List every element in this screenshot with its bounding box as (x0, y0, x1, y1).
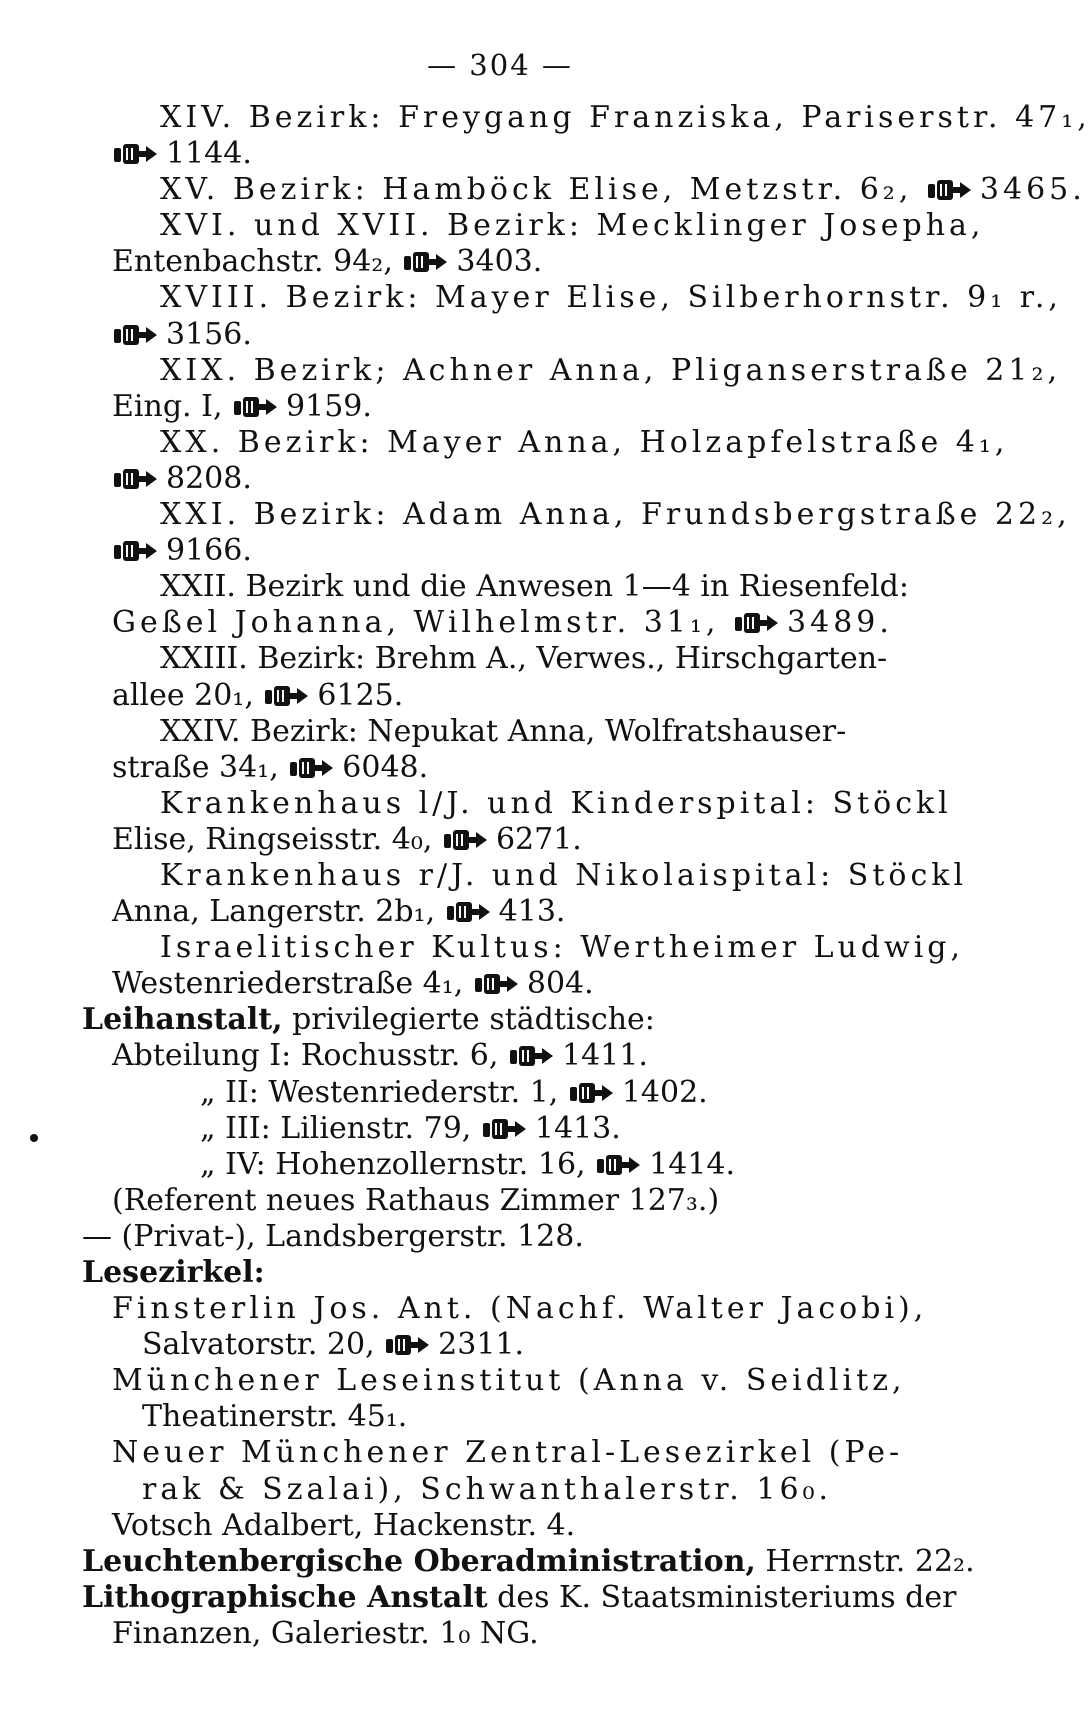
entry-text: allee 20₁, (112, 677, 254, 713)
entry-line: XIV. Bezirk: Freygang Franziska, Pariserstr. 47₁, (160, 100, 1091, 135)
entry-line: XXIII. Bezirk: Brehm A., Verwes., Hirschgarten- (160, 641, 888, 677)
entry-text: Elise, Ringseisstr. 4₀, (112, 821, 433, 857)
heading-bold: Leuchtenbergische Oberadministration, (82, 1543, 756, 1579)
entry-text: des K. Staatsministeriums der (487, 1579, 957, 1615)
phone-number: 3465. (979, 172, 1086, 208)
entry-text: „ IV: Hohenzollernstr. 16, (200, 1146, 586, 1182)
entry-lithographische-anstalt (82, 1579, 957, 1652)
entry-line: Votsch Adalbert, Hackenstr. 4. (112, 1507, 576, 1543)
entry-line (82, 1579, 957, 1616)
entry-line (112, 461, 932, 497)
phone-number: 6048. (342, 749, 429, 785)
entry-xiv (112, 100, 1091, 172)
telephone-icon (384, 1331, 430, 1359)
entry-text: „ III: Lilienstr. 79, (200, 1110, 472, 1146)
entry-line (112, 244, 932, 280)
entry-line (112, 894, 932, 930)
entry-line: XVIII. Bezirk: Mayer Elise, Silberhornstr. 9₁ r., (160, 280, 1062, 316)
entry-line (112, 1075, 932, 1111)
entry-text: Abteilung I: Rochusstr. 6, (112, 1038, 499, 1074)
heading-bold: Lithographische Anstalt (82, 1579, 488, 1615)
entry-line (112, 1038, 932, 1074)
phone-number: 1144. (166, 136, 252, 172)
heading-rest: privilegierte städtische: (282, 1002, 655, 1038)
margin-dot (30, 1134, 38, 1142)
entry-line: Krankenhaus r/J. und Nikolaispital: Stöckl (160, 857, 968, 893)
telephone-icon (442, 826, 488, 854)
entry-xviii (112, 280, 1062, 352)
entry-xx (112, 424, 1009, 497)
telephone-icon (232, 393, 278, 421)
entry-xix (112, 352, 1062, 425)
entry-line (112, 389, 932, 425)
entry-xvi-xvii (112, 208, 985, 280)
entry-krankenhaus-rechts (112, 857, 968, 930)
telephone-icon (445, 898, 491, 926)
entry-line: XVI. und XVII. Bezirk: Mecklinger Josepha, (160, 208, 985, 244)
page-number: — 304 — (427, 48, 573, 82)
entry-text: Salvatorstr. 20, (142, 1327, 375, 1363)
entry-line: Theatinerstr. 45₁. (142, 1399, 408, 1435)
entry-text: Eing. I, (112, 388, 223, 424)
entry-leuchtenberg (82, 1543, 975, 1580)
entry-line (112, 750, 932, 786)
entry-line: Finsterlin Jos. Ant. (Nachf. Walter Jacobi), (112, 1291, 928, 1327)
entry-text: Entenbachstr. 94₂, (112, 244, 393, 280)
entry-line: Münchener Leseinstitut (Anna v. Seidlitz, (112, 1363, 906, 1399)
entry-line (112, 1111, 932, 1147)
telephone-icon (112, 140, 158, 168)
entry-text: Westenriederstraße 4₁, (112, 966, 464, 1002)
telephone-icon (473, 970, 519, 998)
phone-number: 1413. (534, 1110, 621, 1146)
entry-line (112, 172, 1086, 208)
entry-line (112, 1327, 932, 1363)
phone-number: 3489. (787, 605, 893, 641)
entry-xxi (112, 497, 1071, 569)
entry-line: XIX. Bezirk; Achner Anna, Pliganserstraße 21₂, (160, 352, 1062, 388)
telephone-icon (263, 682, 309, 710)
entry-line: XXII. Bezirk und die Anwesen 1—4 in Riesenfeld: (160, 569, 909, 605)
telephone-icon (402, 248, 448, 276)
entry-line (112, 678, 932, 714)
entry-line (112, 1147, 932, 1183)
entry-israelitischer-kultus (112, 930, 965, 1002)
entry-line: Israelitischer Kultus: Wertheimer Ludwig, (160, 930, 965, 966)
phone-number: 413. (498, 894, 566, 930)
phone-number: 1414. (649, 1146, 736, 1182)
phone-number: 1402. (621, 1074, 708, 1110)
telephone-icon (595, 1151, 641, 1179)
entry-line: — (Privat-), Landsbergerstr. 128. (82, 1218, 584, 1254)
phone-number: 1411. (561, 1038, 648, 1074)
telephone-icon (568, 1079, 614, 1107)
phone-number: 6271. (495, 821, 582, 857)
telephone-icon (112, 537, 158, 565)
telephone-icon (288, 754, 334, 782)
entry-xxii (112, 569, 932, 641)
phone-number: 3156. (166, 316, 252, 352)
entry-text: Anna, Langerstr. 2b₁, (112, 894, 436, 930)
entry-line (112, 822, 932, 858)
telephone-icon (112, 465, 158, 493)
entry-text: XV. Bezirk: Hamböck Elise, Metzstr. 6₂, (160, 172, 913, 208)
entry-line: XXIV. Bezirk: Nepukat Anna, Wolfratshauser- (160, 713, 847, 749)
entry-line: (Referent neues Rathaus Zimmer 127₃.) (112, 1182, 720, 1218)
entry-line: Krankenhaus l/J. und Kinderspital: Stöckl (160, 785, 952, 821)
document-body (82, 100, 1091, 1652)
entry-text: Herrnstr. 22₂. (755, 1543, 975, 1579)
entry-line: Finanzen, Galeriestr. 1₀ NG. (112, 1615, 539, 1651)
entry-text: Geßel Johanna, Wilhelmstr. 31₁, (112, 605, 720, 641)
phone-number: 6125. (317, 677, 404, 713)
entry-line: XXI. Bezirk: Adam Anna, Frundsbergstraße 22₂, (160, 497, 1071, 533)
section-leihanstalt (82, 1002, 932, 1255)
heading-bold: Leihanstalt, (82, 1002, 283, 1038)
telephone-icon (112, 321, 158, 349)
phone-number: 3403. (456, 244, 543, 280)
entry-line (112, 966, 932, 1002)
section-heading: Lesezirkel: (82, 1255, 265, 1290)
entry-line: Neuer Münchener Zentral-Lesezirkel (Pe- (112, 1435, 904, 1471)
telephone-icon (481, 1115, 527, 1143)
entry-line (112, 605, 932, 641)
telephone-icon (508, 1042, 554, 1070)
entry-line (112, 533, 932, 569)
phone-number: 8208. (166, 460, 252, 496)
entry-text: straße 34₁, (112, 749, 279, 785)
entry-line: XX. Bezirk: Mayer Anna, Holzapfelstraße 4₁, (160, 424, 1009, 460)
entry-krankenhaus-links (112, 785, 952, 858)
entry-xxiii (112, 641, 932, 713)
telephone-icon (926, 176, 972, 204)
phone-number: 9159. (286, 388, 372, 424)
entry-line (112, 317, 932, 353)
phone-number: 804. (526, 966, 594, 1002)
entry-line (112, 136, 932, 172)
entry-text: „ II: Westenriederstr. 1, (200, 1074, 559, 1110)
entry-xxiv (112, 714, 932, 786)
section-heading (82, 1002, 932, 1038)
entry-xv (112, 172, 1086, 208)
phone-number: 2311. (438, 1327, 525, 1363)
telephone-icon (733, 609, 779, 637)
section-lesezirkel (82, 1255, 932, 1544)
entry-line (82, 1543, 975, 1580)
phone-number: 9166. (166, 533, 252, 569)
entry-line: rak & Szalai), Schwanthalerstr. 16₀. (142, 1471, 833, 1507)
